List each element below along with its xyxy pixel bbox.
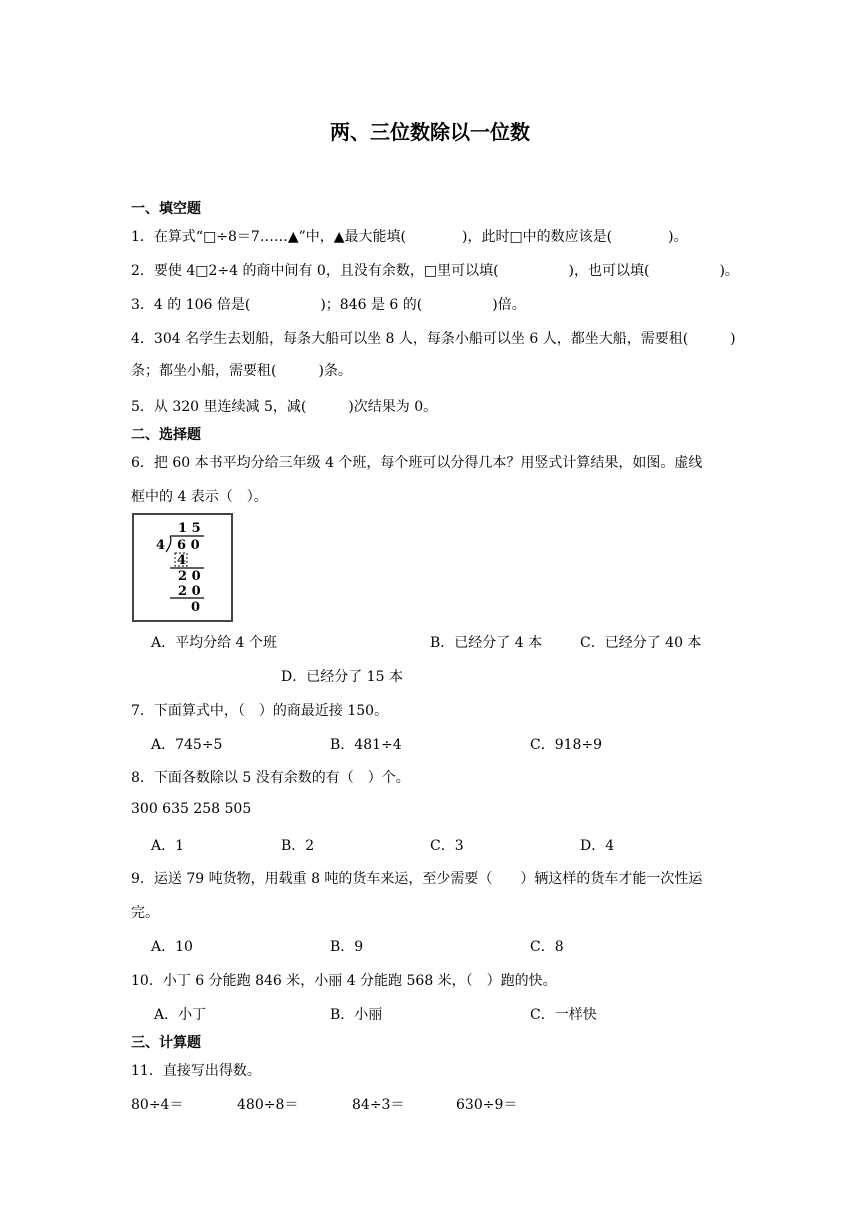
question-8: 8．下面各数除以 5 没有余数的有（ ）个。 — [131, 770, 410, 786]
division-remainder: 0 — [191, 600, 201, 615]
question-10: 10．小丁 6 分能跑 846 米，小丽 4 分能跑 568 米，（ ）跑的快。 — [131, 973, 557, 989]
q6-option-b: B．已经分了 4 本 — [430, 635, 543, 651]
q9-option-a: A．10 — [151, 939, 193, 955]
question-2: 2．要使 4□2÷4 的商中间有 0，且没有余数，□里可以填( )，也可以填( )。 — [131, 263, 739, 279]
q8-option-b: B．2 — [281, 838, 315, 854]
q8-option-d: D．4 — [580, 838, 615, 854]
q9-option-b: B．9 — [330, 939, 364, 955]
q8-option-a: A．1 — [151, 838, 185, 854]
q8-numbers: 300 635 258 505 — [131, 801, 252, 817]
calc-item: 630÷9＝ — [456, 1097, 518, 1113]
q10-option-a: A．小丁 — [154, 1007, 207, 1023]
q10-option-c: C．一样快 — [530, 1007, 597, 1023]
section-multiple-choice: 二、选择题 — [131, 427, 201, 443]
section-fill-blank: 一、填空题 — [131, 201, 201, 217]
division-step3: 2 0 — [178, 584, 201, 599]
question-1: 1．在算式“□÷8＝7……▲”中，▲最大能填( )，此时□中的数应该是( )。 — [131, 229, 688, 245]
question-6-line2: 框中的 4 表示（ ）。 — [131, 489, 268, 505]
calc-item: 480÷8＝ — [237, 1097, 299, 1113]
q6-option-d: D．已经分了 15 本 — [281, 669, 403, 685]
q8-option-c: C．3 — [430, 838, 464, 854]
long-division-figure — [132, 513, 233, 622]
q7-option-c: C．918÷9 — [530, 737, 603, 753]
division-step1: 4 — [177, 553, 187, 568]
q7-option-a: A．745÷5 — [151, 737, 223, 753]
question-4-line2: 条；都坐小船，需要租( )条。 — [131, 363, 352, 379]
division-divisor: 4 — [156, 538, 166, 553]
page-title: 两、三位数除以一位数 — [330, 120, 530, 144]
q6-option-c: C．已经分了 40 本 — [580, 635, 702, 651]
division-dividend: 6 0 — [177, 538, 200, 553]
q6-option-a: A．平均分给 4 个班 — [151, 635, 277, 651]
question-5: 5．从 320 里连续减 5，减( )次结果为 0。 — [131, 399, 438, 415]
division-step2: 2 0 — [178, 569, 201, 584]
question-4-line1: 4．304 名学生去划船，每条大船可以坐 8 人，每条小船可以坐 6 人，都坐大船，需要租( ) — [131, 331, 736, 347]
division-bracket — [166, 536, 171, 552]
calc-item: 80÷4＝ — [131, 1097, 184, 1113]
q9-option-c: C．8 — [530, 939, 564, 955]
q7-option-b: B．481÷4 — [330, 737, 402, 753]
division-quotient: 1 5 — [178, 521, 201, 536]
question-7: 7．下面算式中，（ ）的商最近接 150。 — [131, 703, 389, 719]
question-9-line2: 完。 — [131, 905, 159, 921]
question-6-line1: 6．把 60 本书平均分给三年级 4 个班，每个班可以分得几本？用竖式计算结果，如图。虚线 — [131, 455, 703, 471]
calc-item: 84÷3＝ — [352, 1097, 405, 1113]
question-3: 3．4 的 106 倍是( )；846 是 6 的( )倍。 — [131, 297, 526, 313]
q10-option-b: B．小丽 — [330, 1007, 383, 1023]
question-9-line1: 9．运送 79 吨货物，用载重 8 吨的货车来运，至少需要（ ）辆这样的货车才能一次性运 — [131, 871, 703, 887]
question-11: 11．直接写出得数。 — [131, 1063, 261, 1079]
section-calculation: 三、计算题 — [131, 1035, 201, 1051]
